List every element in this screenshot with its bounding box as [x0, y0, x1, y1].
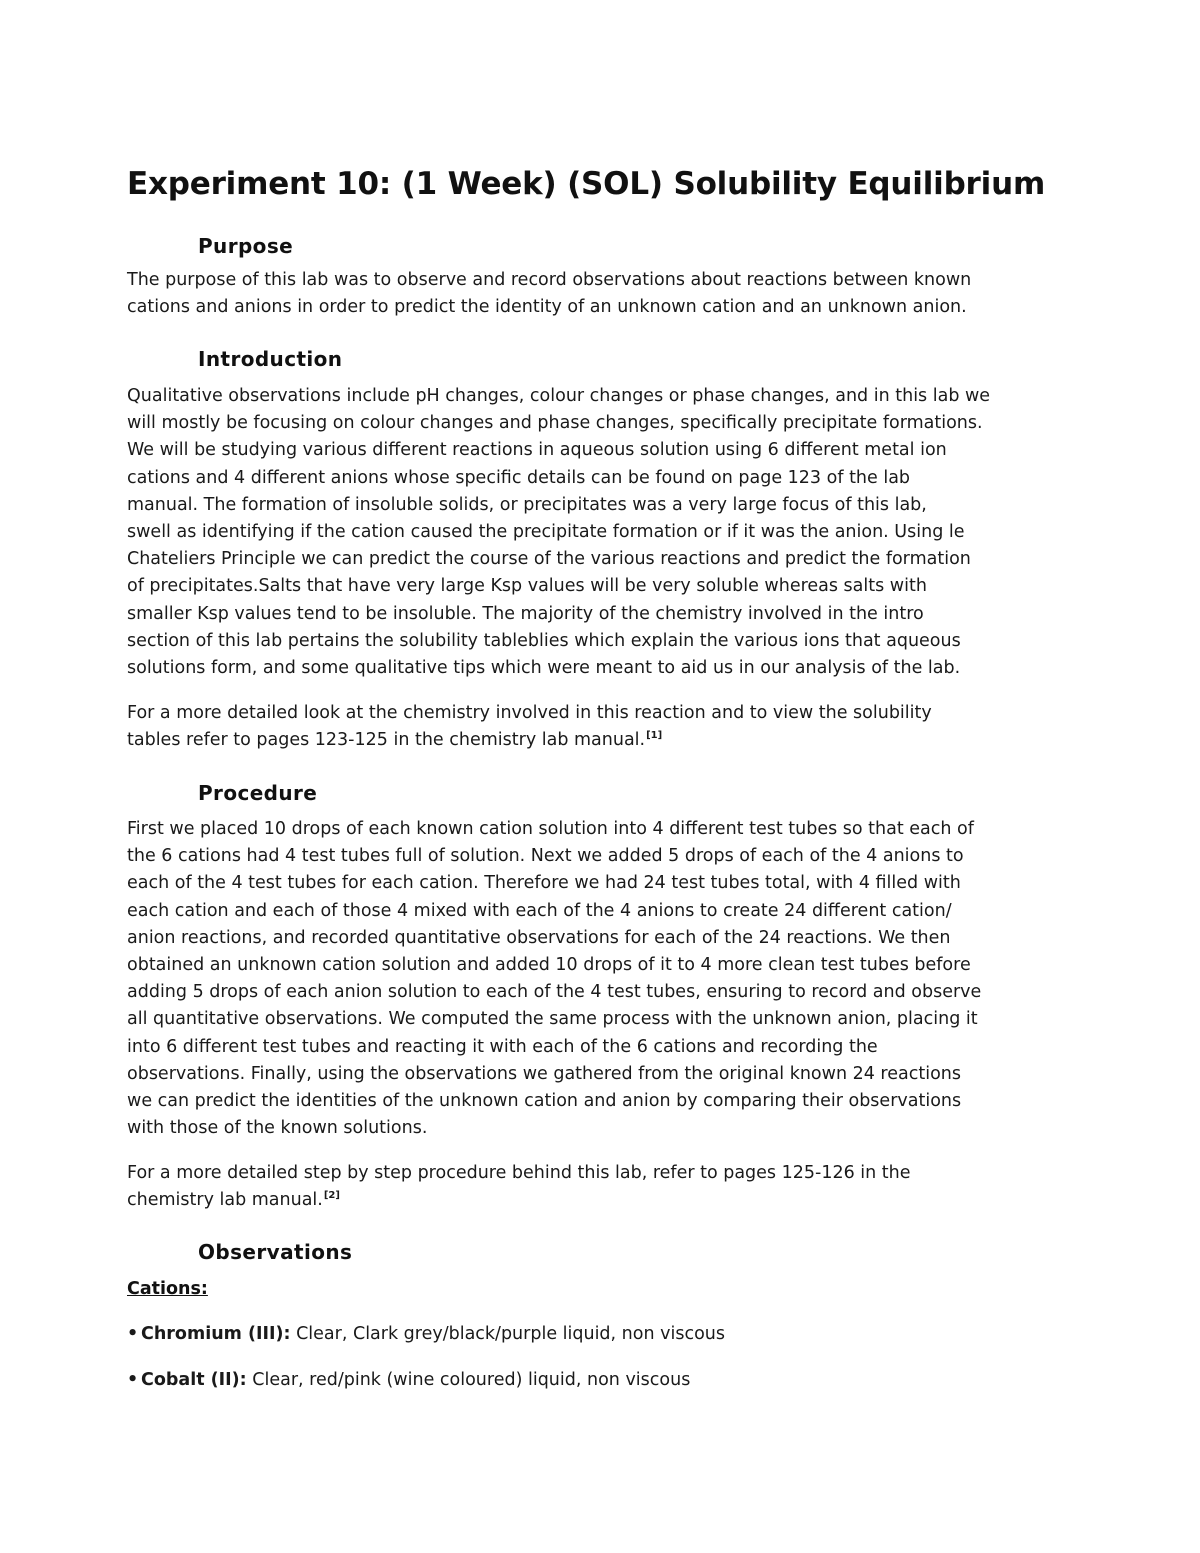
procedure-line: obtained an unknown cation solution and added 10 drops of it to 4 more clean test tubes before — [127, 955, 971, 976]
procedure-line: we can predict the identities of the unknown cation and anion by comparing their observations — [127, 1091, 962, 1112]
observations-heading: Observations — [198, 1240, 353, 1264]
introduction-line: will mostly be focusing on colour changes and phase changes, specifically precipitate formations. — [127, 413, 983, 434]
purpose-paragraph — [127, 267, 1087, 321]
procedure-ref-line: For a more detailed step by step procedure behind this lab, refer to pages 125-126 in the — [127, 1163, 911, 1183]
introduction-line: manual. The formation of insoluble solids, or precipitates was a very large focus of this lab, — [127, 494, 927, 515]
introduction-line: swell as identifying if the cation caused the precipitate formation or if it was the anion. Using le — [127, 522, 965, 543]
introduction-ref-line-wrap — [127, 727, 1087, 754]
footnote-ref-2: [2] — [323, 1190, 340, 1202]
procedure-line: all quantitative observations. We computed the same process with the unknown anion, placing it — [127, 1009, 978, 1030]
introduction-line: Chateliers Principle we can predict the course of the various reactions and predict the formation — [127, 549, 971, 570]
cations-subheading: Cations: — [127, 1279, 208, 1299]
procedure-line: adding 5 drops of each anion solution to each of the 4 test tubes, ensuring to record and observe — [127, 982, 982, 1003]
footnote-ref-1: [1] — [646, 730, 663, 742]
purpose-line: cations and anions in order to predict the identity of an unknown cation and an unknown anion. — [127, 297, 967, 318]
list-item — [127, 1367, 690, 1394]
introduction-line: cations and 4 different anions whose specific details can be found on page 123 of the lab — [127, 467, 911, 488]
bullet-icon: • — [127, 1324, 139, 1344]
introduction-line: section of this lab pertains the solubility tableblies which explain the various ions that aqueous — [127, 630, 961, 651]
procedure-line: observations. Finally, using the observations we gathered from the original known 24 reactions — [127, 1063, 961, 1084]
introduction-reference-paragraph — [127, 700, 1087, 754]
purpose-heading: Purpose — [198, 234, 294, 258]
cation-name: Chromium (III): — [141, 1324, 291, 1344]
introduction-line: of precipitates.Salts that have very large Ksp values will be very soluble whereas salts with — [127, 576, 927, 597]
introduction-line: We will be studying various different reactions in aqueous solution using 6 different metal ion — [127, 440, 947, 461]
procedure-heading: Procedure — [198, 781, 318, 805]
procedure-ref-line: chemistry lab manual. — [127, 1190, 323, 1211]
introduction-heading: Introduction — [198, 347, 343, 371]
introduction-ref-line: For a more detailed look at the chemistry involved in this reaction and to view the solubility — [127, 703, 932, 723]
procedure-ref-line-wrap — [127, 1187, 1087, 1214]
procedure-line: with those of the known solutions. — [127, 1118, 428, 1139]
introduction-line: Qualitative observations include pH changes, colour changes or phase changes, and in this lab we — [127, 386, 991, 406]
document-title: Experiment 10: (1 Week) (SOL) Solubility Equilibrium — [127, 166, 1046, 202]
cation-description: Clear, Clark grey/black/purple liquid, non viscous — [290, 1324, 725, 1344]
procedure-reference-paragraph — [127, 1160, 1087, 1214]
introduction-paragraph — [127, 383, 1087, 682]
purpose-line: The purpose of this lab was to observe and record observations about reactions between known — [127, 270, 972, 290]
introduction-line: smaller Ksp values tend to be insoluble. The majority of the chemistry involved in the intro — [127, 603, 924, 624]
list-item — [127, 1321, 725, 1348]
cation-description: Clear, red/pink (wine coloured) liquid, non viscous — [246, 1370, 691, 1390]
procedure-line: First we placed 10 drops of each known cation solution into 4 different test tubes so that each of — [127, 819, 974, 839]
introduction-line: solutions form, and some qualitative tips which were meant to aid us in our analysis of the lab. — [127, 658, 961, 679]
procedure-line: anion reactions, and recorded quantitative observations for each of the 24 reactions. We then — [127, 927, 951, 948]
procedure-line: each of the 4 test tubes for each cation. Therefore we had 24 test tubes total, with 4 filled with — [127, 873, 961, 894]
procedure-line: each cation and each of those 4 mixed with each of the 4 anions to create 24 different cation/ — [127, 900, 952, 921]
procedure-line: into 6 different test tubes and reacting it with each of the 6 cations and recording the — [127, 1036, 878, 1057]
introduction-ref-line: tables refer to pages 123-125 in the chemistry lab manual. — [127, 730, 646, 751]
bullet-icon: • — [127, 1370, 139, 1390]
procedure-line: the 6 cations had 4 test tubes full of solution. Next we added 5 drops of each of the 4 anions to — [127, 846, 964, 867]
cation-name: Cobalt (II): — [141, 1370, 247, 1390]
procedure-paragraph — [127, 816, 1087, 1142]
